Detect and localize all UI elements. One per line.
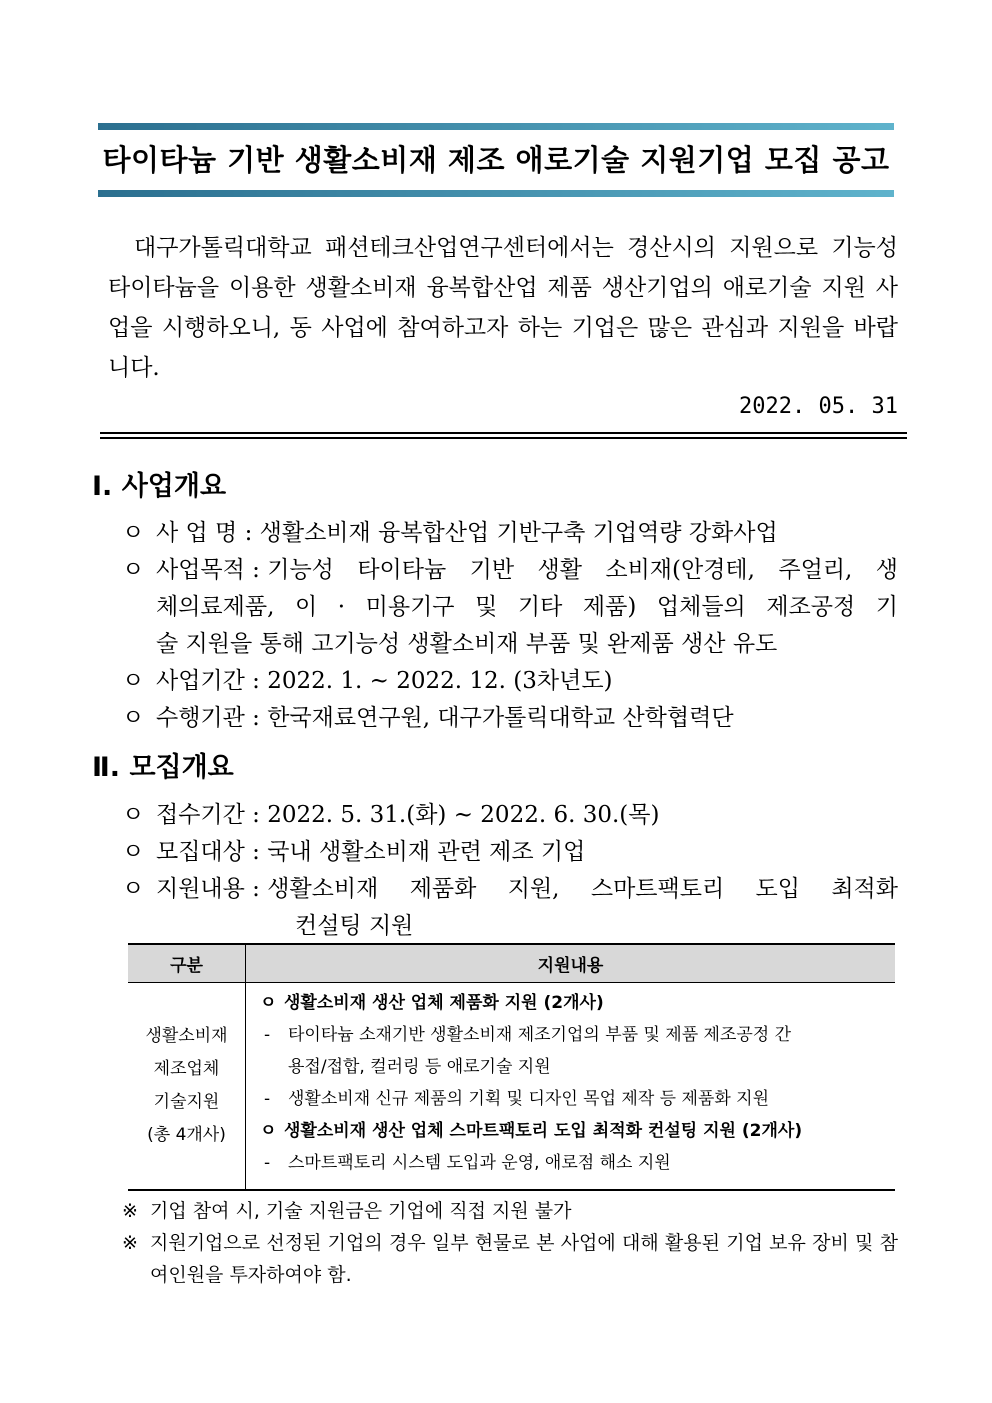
note-item <box>122 1195 898 1227</box>
item-label: 사업기간 <box>156 668 245 694</box>
item-value: 생활소비재 제품화 지원, 스마트팩토리 도입 최적화 <box>267 876 898 902</box>
recruitment-list <box>122 797 898 945</box>
item-value: 생활소비재 융복합산업 기반구축 기업역량 강화사업 <box>259 520 778 546</box>
support-group-title-text: 생활소비재 생산 업체 제품화 지원 (2개사) <box>284 993 604 1013</box>
announcement-date: 2022. 05. 31 <box>739 394 898 419</box>
table-cell-content <box>246 983 896 1191</box>
item-value: 2022. 1. ~ 2022. 12. (3차년도) <box>267 668 613 694</box>
list-item <box>122 700 898 737</box>
divider-line <box>100 432 907 434</box>
bullet: ㅇ <box>122 557 145 583</box>
item-label: 수행기관 <box>156 705 245 731</box>
item-label: 사업목적 <box>156 557 245 583</box>
note-text: 지원기업으로 선정된 기업의 경우 일부 현물로 본 사업에 대해 활용된 기업 보유 장비 및 참여인원을 투자하여야 함. <box>150 1232 898 1286</box>
intro-paragraph <box>108 228 898 388</box>
item-value-continued: 술 지원을 통해 고기능성 생활소비재 부품 및 완제품 생산 유도 <box>156 631 778 657</box>
item-colon: : <box>244 802 268 828</box>
support-detail-text: 생활소비재 신규 제품의 기획 및 디자인 목업 제작 등 제품화 지원 <box>288 1089 770 1109</box>
bullet: ㅇ <box>260 993 277 1013</box>
item-value-continued: 컨설팅 지원 <box>295 913 414 939</box>
dash: - <box>264 1025 271 1045</box>
support-group-title-text: 생활소비재 생산 업체 스마트팩토리 도입 최적화 컨설팅 지원 (2개사) <box>284 1121 803 1141</box>
bullet: ㅇ <box>122 802 145 828</box>
title-bar-bottom <box>98 190 894 197</box>
dash: - <box>264 1153 271 1173</box>
bullet: ㅇ <box>122 668 145 694</box>
item-label: 접수기간 <box>156 802 245 828</box>
category-line: 제조업체 <box>153 1059 220 1079</box>
item-colon: : <box>244 705 268 731</box>
support-group-title <box>260 1115 885 1147</box>
support-detail-text: 타이타늄 소재기반 생활소비재 제조기업의 부품 및 제품 제조공정 간 <box>288 1025 792 1045</box>
item-label: 지원내용 <box>156 876 245 902</box>
support-detail-continued: 용접/접합, 컬러링 등 애로기술 지원 <box>288 1057 551 1077</box>
item-colon: : <box>237 520 260 546</box>
note-text: 기업 참여 시, 기술 지원금은 기업에 직접 지원 불가 <box>150 1200 572 1222</box>
item-colon: : <box>244 876 268 902</box>
table-row <box>128 983 895 1191</box>
notes <box>122 1195 898 1291</box>
title-bar-top <box>98 123 894 130</box>
note-mark: ※ <box>122 1200 138 1222</box>
support-table <box>128 943 895 1191</box>
list-item <box>122 871 898 908</box>
list-item <box>122 515 898 552</box>
item-value: 국내 생활소비재 관련 제조 기업 <box>267 839 586 865</box>
list-item <box>122 552 898 589</box>
item-colon: : <box>244 557 268 583</box>
item-value: 한국재료연구원, 대구가톨릭대학교 산학협력단 <box>267 705 734 731</box>
category-line: (총 4개사) <box>147 1125 226 1145</box>
bullet: ㅇ <box>122 839 145 865</box>
note-item <box>122 1227 898 1291</box>
bullet: ㅇ <box>122 876 145 902</box>
note-mark: ※ <box>122 1232 138 1254</box>
page-title: 타이타늄 기반 생활소비재 제조 애로기술 지원기업 모집 공고 <box>102 143 890 177</box>
bullet: ㅇ <box>122 705 145 731</box>
item-label: 사 업 명 <box>156 520 238 546</box>
overview-list <box>122 515 898 737</box>
list-item <box>122 797 898 834</box>
item-label: 모집대상 <box>156 839 245 865</box>
category-line: 생활소비재 <box>145 1026 228 1046</box>
item-value: 기능성 타이타늄 기반 생활 소비재(안경테, 주얼리, 생 <box>267 557 898 583</box>
table-header-content: 지원내용 <box>246 944 896 983</box>
bullet: ㅇ <box>260 1121 277 1141</box>
category-line: 기술지원 <box>153 1092 220 1112</box>
support-group-title <box>260 987 885 1019</box>
support-detail <box>260 1083 885 1115</box>
item-value: 2022. 5. 31.(화) ~ 2022. 6. 30.(목) <box>267 802 660 828</box>
support-detail <box>260 1019 885 1051</box>
list-item <box>122 663 898 700</box>
table-cell-category <box>128 983 246 1191</box>
item-value-continued: 체의료제품, 이 · 미용기구 및 기타 제품) 업체들의 제조공정 기 <box>156 594 898 620</box>
section-heading-overview: Ⅰ. 사업개요 <box>92 471 227 502</box>
support-detail <box>260 1147 885 1179</box>
table-header-row <box>128 944 895 983</box>
intro-text: 대구가톨릭대학교 패션테크산업연구센터에서는 경산시의 지원으로 기능성 타이타늄을 이용한 생활소비재 융복합산업 제품 생산기업의 애로기술 지원 사업을 시행하오니, 동 사업에 참여하고자 하는 기업은 많은 관심과 지원을 바랍니다. <box>108 235 898 381</box>
item-colon: : <box>244 839 268 865</box>
divider-line <box>100 437 907 439</box>
bullet: ㅇ <box>122 520 145 546</box>
section-heading-recruitment: Ⅱ. 모집개요 <box>92 752 234 783</box>
item-colon: : <box>244 668 268 694</box>
list-item <box>122 834 898 871</box>
table-header-category: 구분 <box>128 944 246 983</box>
title-box <box>98 123 894 197</box>
dash: - <box>264 1089 271 1109</box>
support-detail-text: 스마트팩토리 시스템 도입과 운영, 애로점 해소 지원 <box>288 1153 671 1173</box>
